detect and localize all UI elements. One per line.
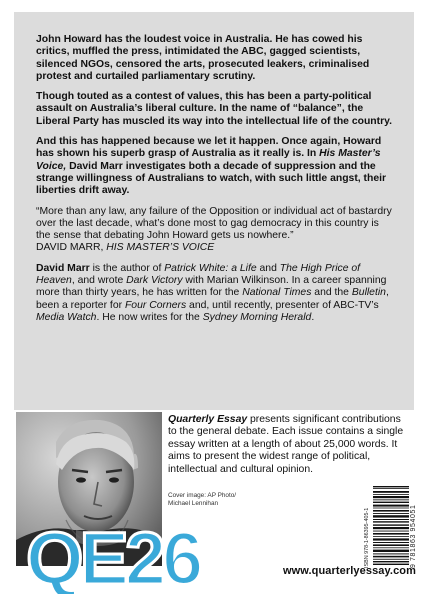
series-name: Quarterly Essay: [168, 414, 248, 425]
bio-work-title: Four Corners: [124, 299, 187, 311]
pull-quote-text: “More than any law, any failure of the Opposition or individual act of bastardry over the last decade, what’s done most to gag democracy in this country is the sense that debating John Howard gets us nowhere.”: [36, 205, 392, 242]
credit-line-1: Cover image: AP Photo/: [168, 492, 237, 499]
credit-line-2: Michael Lennihan: [168, 500, 219, 507]
bio-text: with Marian Wilkinson. In a career spanning more than thirty years, he has written for the: [36, 275, 387, 299]
bio-work-title: Media Watch: [36, 311, 97, 323]
barcode-number: 9 781863 954051: [410, 504, 417, 568]
bio-work-title: National Times: [242, 287, 312, 299]
bio-text: and the: [311, 287, 352, 299]
bio-work-title: Patrick White: a Life: [164, 262, 257, 274]
bio-work-title: Sydney Morning Herald: [202, 311, 312, 323]
bio-text: is the author of: [89, 262, 165, 274]
bio-text: . He now writes for the: [96, 311, 203, 323]
series-description: presents significant contributions to the general debate. Each issue contains a single essay written at a length of about 25,000 words. It aims to present the widest range of political, intellectual and cultural opinion.: [168, 414, 404, 475]
bio-text: and: [256, 262, 280, 274]
qe26-logo-text: QE26: [26, 522, 200, 594]
blurb-paragraph-2: Though touted as a contest of values, this has been a party-political assault on Australia’s liberal culture. In the name of “balance”, the Liberal Party has muscled its way into the intellectual life of the country.: [36, 91, 393, 127]
website-url[interactable]: www.quarterlyessay.com: [282, 565, 416, 577]
quote-attribution-work: HIS MASTER’S VOICE: [106, 242, 215, 254]
bio-work-title: Bulletin: [351, 287, 386, 299]
bio-text: , been a reporter for: [36, 287, 389, 311]
cover-image-credit: [168, 492, 278, 508]
bio-work-title: Dark Victory: [126, 275, 183, 287]
essay-title: His Master’s Voice,: [36, 148, 381, 172]
qe26-logo-image: [26, 522, 214, 594]
barcode-block: [364, 486, 420, 568]
qe-issue-logo: [26, 522, 214, 599]
blurb-paragraph-3-a: And this has happened because we let it happen. Once again, Howard has shown his superb grasp of Australia as it really is. In: [36, 136, 382, 160]
pull-quote: [36, 206, 396, 255]
barcode-icon: [373, 486, 409, 566]
bio-text: , and wrote: [71, 275, 127, 287]
author-name: David Marr: [36, 262, 90, 274]
author-bio: [36, 263, 396, 324]
isbn: ISBN 978-1-86395-405-1: [364, 507, 370, 568]
blurb-text: [36, 34, 396, 332]
blurb-paragraph-1: John Howard has the loudest voice in Australia. He has cowed his critics, muffled the press, intimidated the ABC, gagged scientists, silenced NGOs, censored the arts, prosecuted leakers, criminalised protest and curtailed parliamentary scrutiny.: [36, 34, 370, 82]
bio-work-title: The High Price of Heaven: [36, 262, 361, 287]
blurb-paragraph-3: [36, 136, 396, 197]
quarterly-essay-description: [168, 414, 406, 476]
bio-text: .: [311, 311, 315, 323]
blurb-paragraph-3-b: David Marr investigates both a decade of suppression and the strange willingness of Australians to watch, with such little angst, their liberties drift away.: [36, 160, 387, 197]
bio-text: and, until recently, presenter of ABC-TV’s: [186, 299, 379, 311]
quote-attribution-name: DAVID MARR,: [36, 242, 104, 254]
